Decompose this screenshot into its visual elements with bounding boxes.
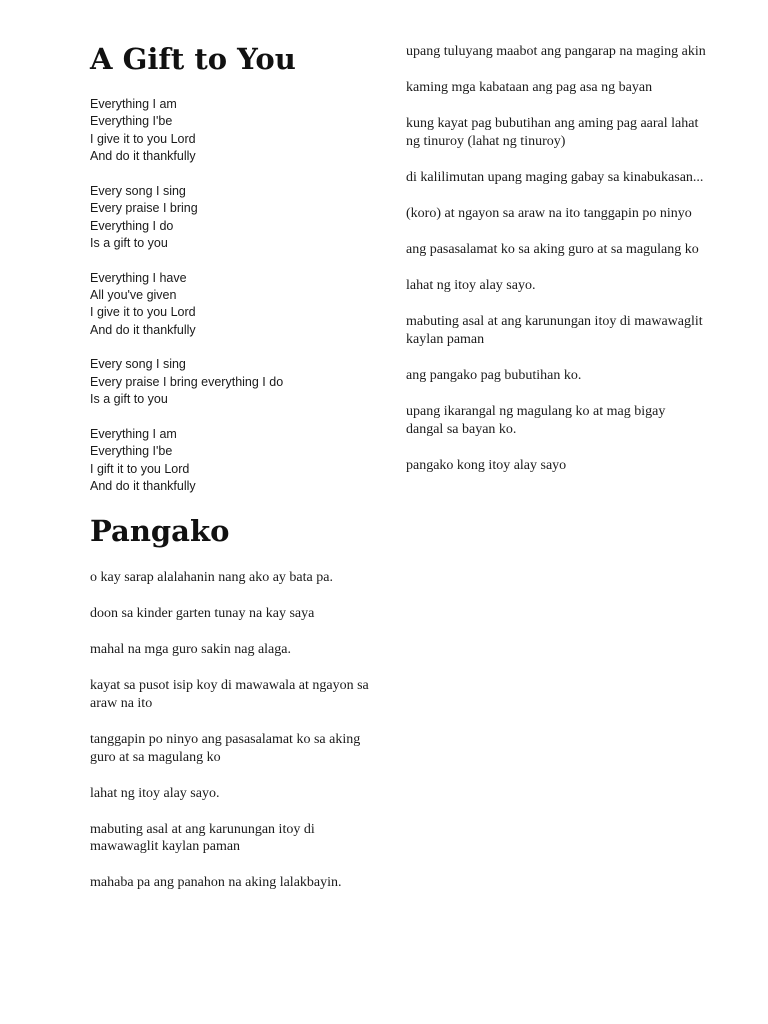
lyric-paragraph: kaming mga kabataan ang pag asa ng bayan [406,80,653,96]
lyric-paragraph: kung kayat pag bubutihan ang aming pag aaral lahat ng tinuroy (lahat ng tinuroy) [406,116,699,149]
stanza [90,96,390,166]
lyric-paragraph: (koro) at ngayon sa araw na ito tanggapin po ninyo [406,205,692,221]
lyric-line: Everything I am [90,97,177,111]
lyric-paragraph: di kalilimutan upang maging gabay sa kinabukasan... [406,169,704,185]
lyric-line: Is a gift to you [90,392,168,407]
lyric-line: Every praise I bring [90,201,198,216]
lyric-paragraph: ang pangako pag bubutihan ko. [406,367,582,383]
song1-lyrics [90,96,390,513]
stanza [90,183,390,253]
lyric-paragraph: ang pasasalamat ko sa aking guro at sa magulang ko [406,242,699,258]
lyric-line: And do it thankfully [90,322,196,337]
lyric-line: And do it thankfully [90,479,196,494]
lyric-line: Everything I'be [90,114,173,129]
song2-lyrics-right [406,43,706,493]
lyric-paragraph: upang ikarangal ng magulang ko at mag bigay dangal sa bayan ko. [406,404,666,437]
lyric-paragraph: kayat sa pusot isip koy di mawawala at ngayon sa araw na ito [90,678,369,711]
lyric-paragraph: upang tuluyang maabot ang pangarap na maging akin [406,44,706,59]
lyric-paragraph: o kay sarap alalahanin nang ako ay bata pa. [90,570,333,585]
lyric-line: All you've given [90,288,177,303]
lyric-paragraph: tanggapin po ninyo ang pasasalamat ko sa aking guro at sa magulang ko [90,731,361,765]
lyric-paragraph: lahat ng itoy alay sayo. [406,278,536,294]
lyric-line: Every song I sing [90,357,186,372]
lyric-paragraph: mahal na mga guro sakin nag alaga. [90,642,291,658]
stanza [90,356,390,408]
lyric-line: I give it to you Lord [90,305,196,320]
lyric-paragraph: lahat ng itoy alay sayo. [90,785,220,801]
lyric-paragraph: doon sa kinder garten tunay na kay saya [90,606,315,622]
lyric-paragraph: mabuting asal at ang karunungan itoy di mawawaglit kaylan paman [90,821,315,855]
lyric-line: Is a gift to you [90,236,168,251]
lyric-line: Everything I do [90,218,174,233]
song2-lyrics-left [90,569,375,911]
lyric-paragraph: pangako kong itoy alay sayo [406,457,567,473]
song-title-a-gift-to-you: A Gift to You [90,42,296,76]
lyric-line: And do it thankfully [90,149,196,164]
lyric-line: I gift it to you Lord [90,461,190,476]
lyric-line: Everything I'be [90,444,173,459]
stanza [90,426,390,496]
lyric-line: Everything I have [90,270,187,285]
lyric-line: Every song I sing [90,183,186,198]
song-title-pangako: Pangako [90,514,230,548]
lyric-paragraph: mahaba pa ang panahon na aking lalakbayin. [90,875,342,891]
lyric-line: Every praise I bring everything I do [90,374,284,389]
lyric-line: Everything I am [90,426,177,441]
lyric-line: I give it to you Lord [90,131,196,146]
lyric-paragraph: mabuting asal at ang karunungan itoy di mawawaglit kaylan paman [406,314,703,347]
stanza [90,270,390,340]
